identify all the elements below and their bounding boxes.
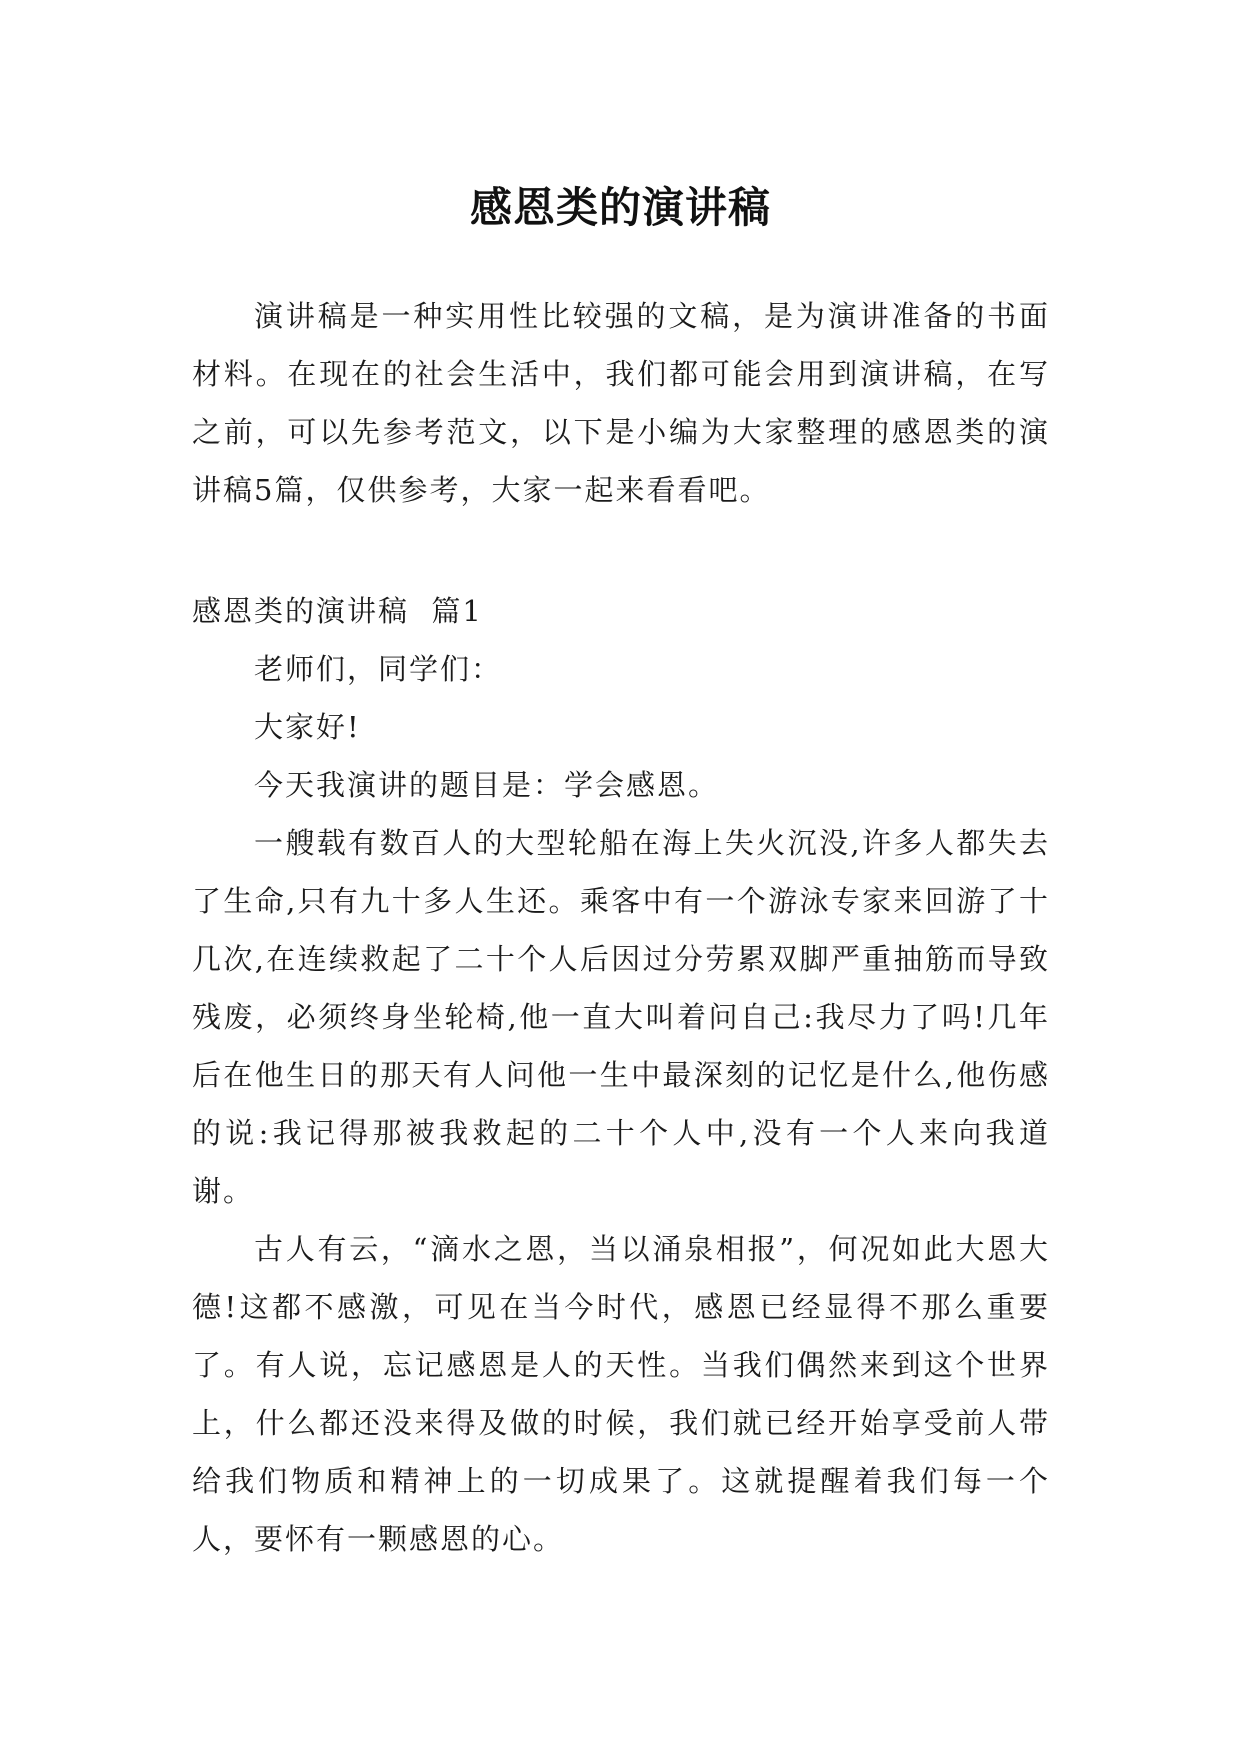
- greeting-paragraph: 大家好!: [254, 710, 361, 744]
- topic-paragraph: 今天我演讲的题目是：学会感恩。: [254, 768, 720, 802]
- intro-paragraph: 演讲稿是一种实用性比较强的文稿，是为演讲准备的书面材料。在现在的社会生活中，我们都可能会用到演讲稿，在写之前，可以先参考范文，以下是小编为大家整理的感恩类的演讲稿5篇，仅供参考，大家一起来看看吧。: [192, 299, 1050, 507]
- document-title: 感恩类的演讲稿: [469, 183, 771, 233]
- speech-body: [192, 640, 1050, 1568]
- section-heading: 感恩类的演讲稿 篇1: [192, 594, 483, 628]
- intro-section: [192, 287, 1050, 519]
- story-paragraph: 一艘载有数百人的大型轮船在海上失火沉没,许多人都失去了生命,只有九十多人生还。乘客中有一个游泳专家来回游了十几次,在连续救起了二十个人后因过分劳累双脚严重抽筋而导致残废，必须终身坐轮椅,他一直大叫着问自己:我尽力了吗!几年后在他生日的那天有人问他一生中最深刻的记忆是什么,他伤感的说:我记得那被我救起的二十个人中,没有一个人来向我道谢。: [192, 826, 1050, 1208]
- salutation-paragraph: 老师们，同学们：: [254, 652, 503, 686]
- reflection-paragraph: 古人有云，“滴水之恩，当以涌泉相报”，何况如此大恩大德!这都不感激，可见在当今时代，感恩已经显得不那么重要了。有人说，忘记感恩是人的天性。当我们偶然来到这个世界上，什么都还没来得及做的时候，我们就已经开始享受前人带给我们物质和精神上的一切成果了。这就提醒着我们每一个人，要怀有一颗感恩的心。: [192, 1232, 1050, 1556]
